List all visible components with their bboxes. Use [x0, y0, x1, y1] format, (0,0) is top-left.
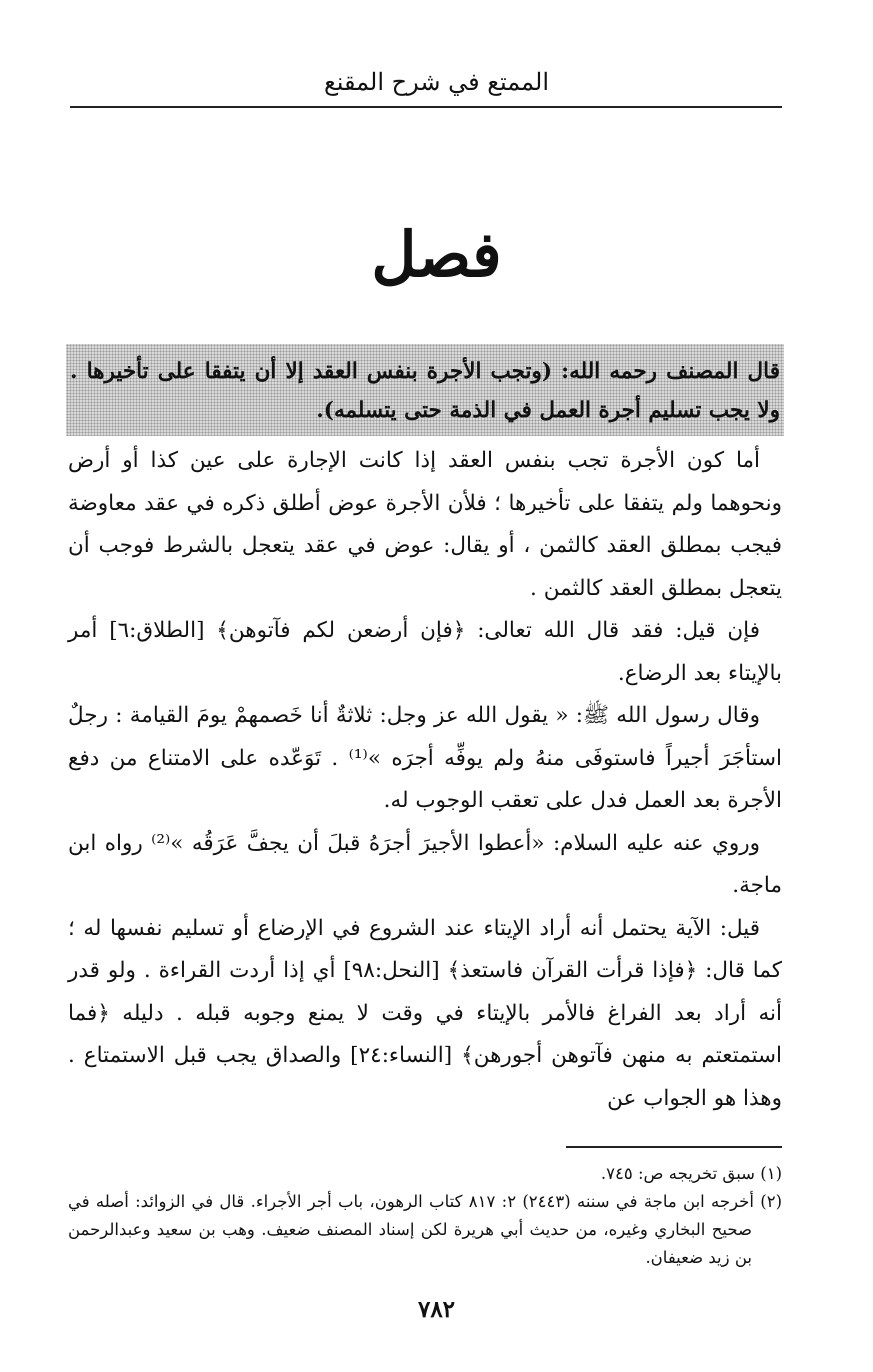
footnote: (١) سبق تخريجه ص: ٧٤٥. [600, 1164, 782, 1183]
commentary-body [68, 440, 782, 1120]
commentary-paragraph: وقال رسول الله ﷺ: « يقول الله عز وجل: ثلاثةٌ أنا خَصمهمْ يومَ القيامة : رجلٌ استأجَرَ أجيراً فاستوفَى منهُ ولم يوفِّه أجرَه »⁽¹⁾ . تَوَعّده على الامتناع من دفع الأجرة بعد العمل فدل على تعقب الوجوب له. [68, 703, 782, 813]
commentary-paragraph: وروي عنه عليه السلام: «أعطوا الأجيرَ أجرَهُ قبلَ أن يجفَّ عَرَقُه »⁽²⁾ رواه ابن ماجة. [68, 830, 782, 898]
footnote: (٢) أخرجه ابن ماجة في سننه (٢٤٤٣) ٢: ٨١٧ كتاب الرهون، باب أجر الأجراء. قال في الزوائد: أصله في صحيح البخاري وغيره، من حديث أبي هريرة لكن إسناد المصنف ضعيف. وهب بن سعيد وعبدالرحمن بن زيد ضعيفان. [68, 1192, 783, 1267]
footnotes [68, 1160, 782, 1272]
header-rule [70, 106, 782, 108]
footnote-rule [566, 1146, 782, 1148]
commentary-paragraph: فإن قيل: فقد قال الله تعالى: ﴿فإن أرضعن لكم فآتوهن﴾ [الطلاق:٦] أمر بالإيتاء بعد الرضاع. [68, 618, 782, 686]
author-quote-box [66, 344, 784, 436]
section-title: فصل [371, 218, 502, 291]
author-quote-text: قال المصنف رحمه الله: (وتجب الأجرة بنفس العقد إلا أن يتفقا على تأخيرها . ولا يجب تسليم أجرة العمل في الذمة حتى يتسلمه). [70, 359, 780, 423]
commentary-paragraph: أما كون الأجرة تجب بنفس العقد إذا كانت الإجارة على عين كذا أو أرض ونحوهما ولم يتفقا على تأخيرها ؛ فلأن الأجرة عوض أطلق ذكره في عقد معاوضة فيجب بمطلق العقد كالثمن ، أو يقال: عوض في عقد يتعجل بالشرط فوجب أن يتعجل بمطلق العقد كالثمن . [68, 448, 782, 601]
commentary-paragraph: قيل: الآية يحتمل أنه أراد الإيتاء عند الشروع في الإرضاع أو تسليم نفسها له ؛ كما قال: ﴿فإذا قرأت القرآن فاستعذ﴾ [النحل:٩٨] أي إذا أردت القراءة . ولو قدر أنه أراد بعد الفراغ فالأمر بالإيتاء في وقت لا يمنع وجوبه قبله . دليله ﴿فما استمتعتم به منهن فآتوهن أجورهن﴾ [النساء:٢٤] والصداق يجب قبل الاستمتاع . وهذا هو الجواب عن [68, 915, 782, 1111]
page-number: ٧٨٢ [417, 1296, 456, 1323]
running-header: الممتع في شرح المقنع [324, 68, 549, 96]
